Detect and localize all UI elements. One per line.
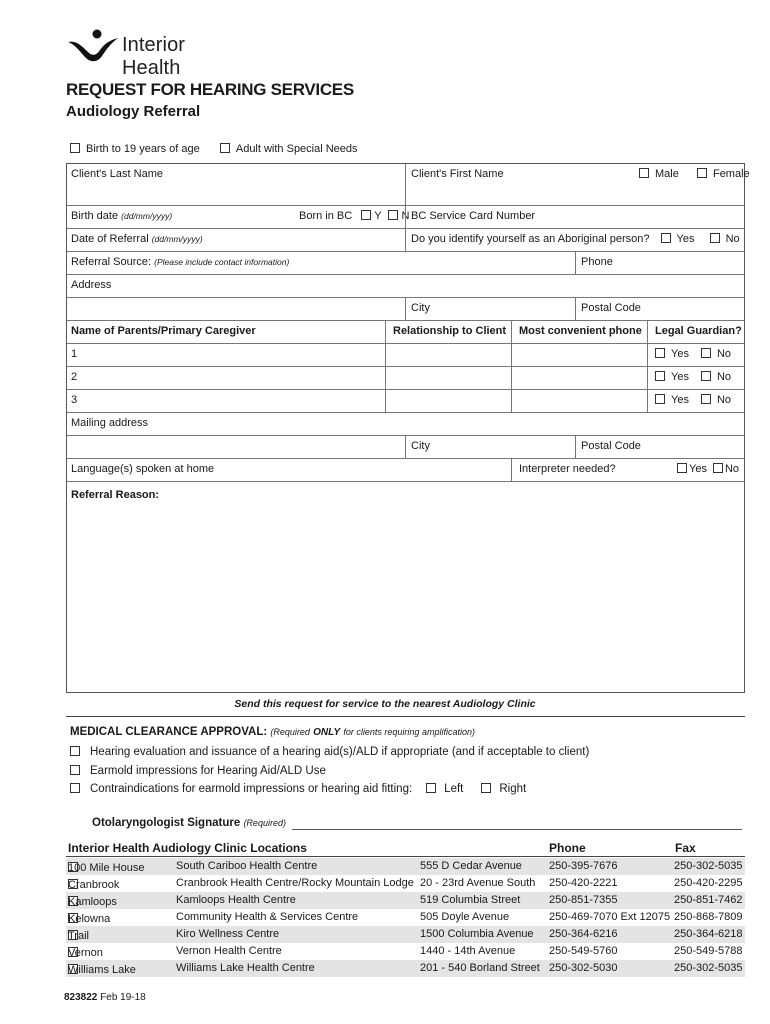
clinic-row — [66, 926, 745, 943]
clinic-town: Trail — [68, 930, 89, 942]
send-note: Send this request for service to the nearest Audiology Clinic — [234, 698, 536, 710]
clinics-fax-header: Fax — [675, 841, 696, 855]
clinic-fax: 250-302-5035 — [674, 962, 743, 974]
clinic-centre: Kiro Wellness Centre — [176, 928, 280, 940]
clinic-centre: Community Health & Services Centre — [176, 911, 359, 923]
medical-note-pre: (Required — [270, 727, 310, 737]
clinic-fax: 250-364-6218 — [674, 928, 743, 940]
clinic-phone: 250-364-6216 — [549, 928, 618, 940]
mailing-address-field[interactable] — [67, 413, 152, 435]
mailing-address-row — [67, 413, 744, 436]
clinic-fax: 250-420-2295 — [674, 877, 743, 889]
right-ear-checkbox[interactable] — [481, 783, 491, 793]
mailing-city-row — [67, 436, 744, 459]
city-field[interactable] — [407, 298, 434, 320]
clinic-centre: Cranbrook Health Centre/Rocky Mountain Lodge — [176, 877, 414, 889]
left-ear-label: Left — [444, 783, 464, 795]
interpreter-yes-checkbox[interactable] — [677, 463, 687, 473]
guardian-options — [651, 390, 735, 412]
earmold-checkbox[interactable] — [70, 765, 80, 775]
contraindications-label: Contraindications for earmold impressions or hearing aid fitting: — [90, 783, 413, 795]
clinic-row — [66, 960, 745, 977]
client-last-name-field[interactable] — [67, 164, 167, 205]
aboriginal-no-label: No — [725, 233, 740, 245]
relationship-header: Relationship to Client — [393, 325, 507, 337]
clinic-town: Cranbrook — [68, 879, 120, 891]
mailing-postal-field[interactable] — [577, 436, 645, 458]
medical-note-only: ONLY — [313, 727, 341, 738]
clinic-row — [66, 875, 745, 892]
clinic-fax: 250-549-5788 — [674, 945, 743, 957]
referral-date-hint: (dd/mm/yyyy) — [151, 234, 203, 244]
clinic-phone: 250-420-2221 — [549, 877, 618, 889]
medical-clearance-heading — [70, 726, 475, 738]
language-label: Language(s) spoken at home — [71, 463, 215, 475]
clinic-address: 1500 Columbia Avenue — [420, 928, 534, 940]
client-name-row — [67, 164, 750, 206]
hearing-evaluation-label: Hearing evaluation and issuance of a hearing aid(s)/ALD if appropriate (and if acceptable to client) — [90, 746, 590, 758]
guardian-options — [651, 367, 735, 389]
mailing-city-field[interactable] — [407, 436, 434, 458]
parent-name-field[interactable]: 1 — [71, 348, 78, 360]
clinics-divider — [66, 856, 745, 857]
parents-header-row — [67, 321, 744, 344]
postal-code-label: Postal Code — [581, 302, 641, 314]
clinic-address: 1440 - 14th Avenue — [420, 945, 516, 957]
female-checkbox[interactable] — [697, 168, 707, 178]
clinic-town: 100 Mile House — [68, 862, 145, 874]
page-subtitle: Audiology Referral — [66, 103, 201, 120]
clinic-centre: Williams Lake Health Centre — [176, 962, 315, 974]
form-number: 823822 — [64, 992, 98, 1003]
interpreter-label: Interpreter needed? — [519, 463, 616, 475]
clinic-phone: 250-395-7676 — [549, 860, 618, 872]
hearing-evaluation-checkbox[interactable] — [70, 746, 80, 756]
signature-hint: (Required) — [243, 818, 286, 828]
mailing-city-label: City — [411, 440, 430, 452]
female-label: Female — [712, 168, 750, 180]
male-label: Male — [655, 168, 679, 180]
clinic-phone: 250-851-7355 — [549, 894, 618, 906]
person-swoosh-icon — [66, 28, 120, 64]
parent-name-field[interactable]: 3 — [71, 394, 78, 406]
gender-options — [635, 164, 754, 205]
signature-line[interactable] — [292, 829, 742, 830]
city-row — [67, 298, 744, 321]
interpreter-no-label: No — [724, 463, 740, 475]
form-date: Feb 19-18 — [100, 992, 146, 1003]
guardian-no-checkbox[interactable] — [701, 394, 711, 404]
referral-reason-row — [67, 482, 744, 692]
guardian-no-label: No — [716, 371, 732, 383]
legal-guardian-header: Legal Guardian? — [655, 325, 742, 337]
referral-reason-field[interactable] — [67, 485, 163, 695]
guardian-yes-checkbox[interactable] — [655, 394, 665, 404]
referral-phone-field[interactable] — [577, 252, 617, 274]
guardian-options — [651, 344, 735, 366]
parents-name-header: Name of Parents/Primary Caregiver — [71, 325, 256, 337]
mailing-postal-label: Postal Code — [581, 440, 641, 452]
birth-to-19-checkbox[interactable] — [70, 143, 80, 153]
medical-item-contraindications — [70, 783, 526, 795]
eligibility-options — [70, 143, 358, 155]
medical-clearance-title: MEDICAL CLEARANCE APPROVAL: — [70, 726, 268, 738]
postal-code-field[interactable] — [577, 298, 645, 320]
interpreter-options — [673, 459, 743, 481]
adult-special-needs-checkbox[interactable] — [220, 143, 230, 153]
form-footer — [64, 992, 146, 1003]
referral-source-row — [67, 252, 744, 275]
born-bc-yes-label: Y — [374, 210, 382, 222]
right-ear-label: Right — [499, 783, 527, 795]
clinic-phone: 250-302-5030 — [549, 962, 618, 974]
birth-to-19-label: Birth to 19 years of age — [86, 143, 200, 155]
guardian-no-checkbox[interactable] — [701, 348, 711, 358]
earmold-label: Earmold impressions for Hearing Aid/ALD Use — [90, 765, 326, 777]
signature-row — [92, 817, 286, 829]
clinic-town: Vernon — [68, 947, 103, 959]
clinics-title: Interior Health Audiology Clinic Locations — [68, 841, 307, 855]
referral-phone-label: Phone — [581, 256, 613, 268]
parent-row — [67, 367, 744, 390]
phone-header: Most convenient phone — [519, 325, 642, 337]
aboriginal-question — [407, 229, 744, 251]
page-title: REQUEST FOR HEARING SERVICES — [66, 80, 354, 99]
born-in-bc-label: Born in BC — [299, 210, 353, 222]
clinic-fax: 250-302-5035 — [674, 860, 743, 872]
clinic-row — [66, 858, 745, 875]
clinic-phone: 250-469-7070 Ext 12075 — [549, 911, 671, 923]
medical-clearance-section — [66, 716, 745, 830]
aboriginal-yes-checkbox[interactable] — [661, 233, 671, 243]
referral-source-hint: (Please include contact information) — [154, 257, 290, 267]
clinic-address: 20 - 23rd Avenue South — [420, 877, 536, 889]
medical-item-hearing-evaluation — [70, 746, 589, 758]
aboriginal-no-checkbox[interactable] — [710, 233, 720, 243]
clinics-list — [66, 858, 745, 977]
birthdate-label: Birth date — [71, 210, 119, 222]
adult-special-needs-label: Adult with Special Needs — [235, 143, 358, 155]
bc-service-card-field[interactable] — [407, 206, 539, 228]
clinic-fax: 250-851-7462 — [674, 894, 743, 906]
mailing-address-label: Mailing address — [71, 417, 149, 429]
org-name: Interior Health — [122, 34, 186, 79]
language-field[interactable] — [67, 459, 218, 481]
address-row — [67, 275, 744, 298]
clinic-centre: Vernon Health Centre — [176, 945, 282, 957]
referral-reason-label: Referral Reason: — [71, 489, 160, 501]
clinic-row — [66, 909, 745, 926]
aboriginal-label: Do you identify yourself as an Aboriginal person? — [411, 233, 650, 245]
clinic-town: Kelowna — [68, 913, 111, 925]
interpreter-yes-label: Yes — [689, 463, 707, 475]
guardian-yes-label: Yes — [671, 348, 689, 360]
male-checkbox[interactable] — [639, 168, 649, 178]
referral-source-label: Referral Source: — [71, 256, 152, 268]
guardian-yes-checkbox[interactable] — [655, 348, 665, 358]
guardian-no-label: No — [716, 394, 732, 406]
parent-row — [67, 390, 744, 413]
referral-date-row — [67, 229, 744, 252]
guardian-yes-label: Yes — [671, 394, 689, 406]
guardian-yes-checkbox[interactable] — [655, 371, 665, 381]
birthdate-field[interactable] — [67, 206, 176, 228]
address-label: Address — [71, 279, 112, 291]
guardian-yes-label: Yes — [671, 371, 689, 383]
born-bc-no-checkbox[interactable] — [388, 210, 398, 220]
clinic-town: Williams Lake — [68, 964, 136, 976]
client-last-name-label: Client's Last Name — [71, 168, 163, 180]
clinic-town: Kamloops — [68, 896, 117, 908]
clinic-fax: 250-868-7809 — [674, 911, 743, 923]
address-field[interactable] — [67, 275, 115, 297]
parent-row — [67, 344, 744, 367]
birthdate-hint: (dd/mm/yyyy) — [121, 211, 173, 221]
client-first-name-field[interactable] — [407, 164, 508, 205]
referral-source-field[interactable] — [67, 252, 293, 274]
born-in-bc-options — [295, 206, 413, 228]
born-bc-yes-checkbox[interactable] — [361, 210, 371, 220]
clinic-address: 201 - 540 Borland Street — [420, 962, 540, 974]
clinic-address: 505 Doyle Avenue — [420, 911, 510, 923]
medical-item-earmold — [70, 765, 326, 777]
guardian-no-checkbox[interactable] — [701, 371, 711, 381]
signature-label: Otolaryngologist Signature — [92, 817, 241, 829]
client-info-table — [66, 163, 750, 693]
interpreter-no-checkbox[interactable] — [713, 463, 723, 473]
birthdate-row — [67, 206, 744, 229]
clinic-address: 519 Columbia Street — [420, 894, 521, 906]
medical-note-post: for clients requiring amplification) — [343, 727, 475, 737]
client-first-name-label: Client's First Name — [411, 168, 504, 180]
referral-date-label: Date of Referral — [71, 233, 149, 245]
born-bc-no-label: N — [401, 210, 410, 222]
clinic-phone: 250-549-5760 — [549, 945, 618, 957]
clinic-address: 555 D Cedar Avenue — [420, 860, 522, 872]
city-label: City — [411, 302, 430, 314]
bc-service-card-label: BC Service Card Number — [411, 210, 536, 222]
language-row — [67, 459, 744, 482]
clinic-row — [66, 943, 745, 960]
clinic-row — [66, 892, 745, 909]
guardian-no-label: No — [716, 348, 732, 360]
clinics-phone-header: Phone — [549, 841, 586, 855]
clinic-centre: Kamloops Health Centre — [176, 894, 296, 906]
clinic-centre: South Cariboo Health Centre — [176, 860, 318, 872]
referral-date-field[interactable] — [67, 229, 207, 251]
contraindications-checkbox[interactable] — [70, 783, 80, 793]
aboriginal-yes-label: Yes — [676, 233, 695, 245]
left-ear-checkbox[interactable] — [426, 783, 436, 793]
parent-name-field[interactable]: 2 — [71, 371, 78, 383]
